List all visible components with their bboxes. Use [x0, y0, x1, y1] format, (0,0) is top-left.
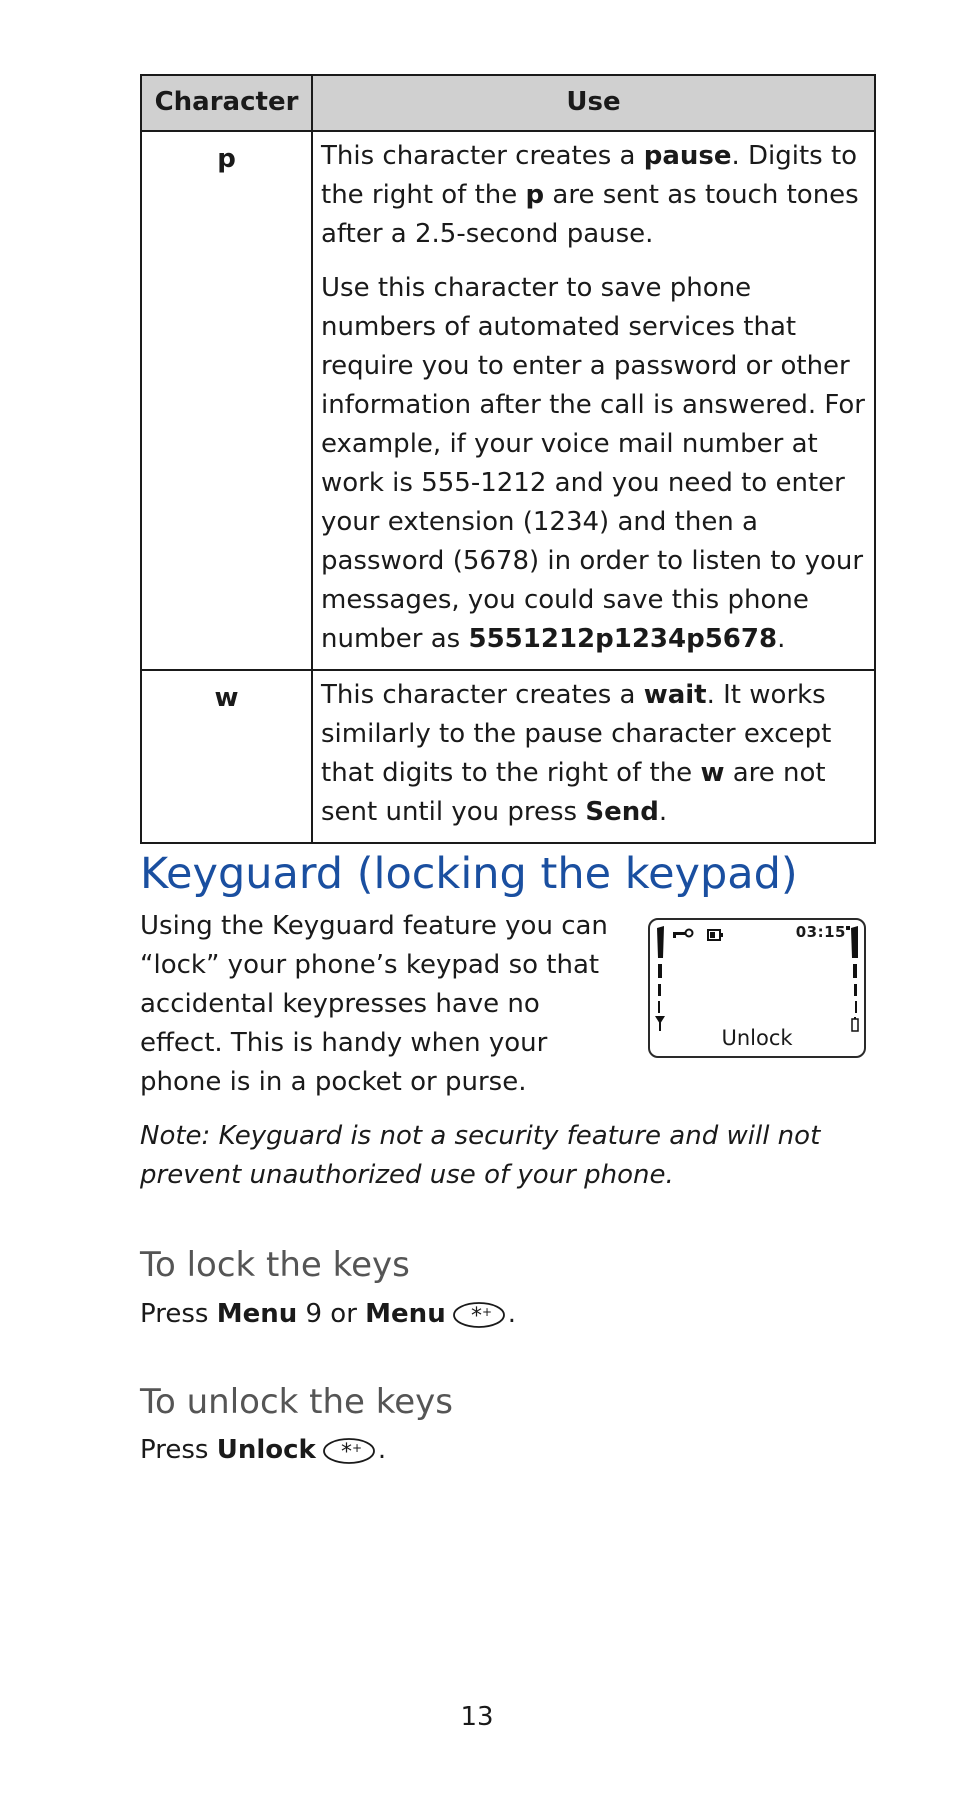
table-row — [141, 131, 875, 670]
page-number: 13 — [460, 1702, 494, 1732]
key-icon — [673, 930, 693, 939]
star-key-icon — [452, 1300, 506, 1330]
svg-text:+: + — [481, 1304, 492, 1319]
lock-keys-heading: To lock the keys — [140, 1245, 410, 1285]
use-paragraph — [321, 676, 866, 832]
svg-text:*: * — [340, 1439, 352, 1465]
text-span: . — [377, 1435, 387, 1465]
use-paragraph — [321, 269, 866, 659]
text-span: This character creates a — [321, 141, 644, 171]
use-paragraph — [321, 137, 866, 254]
text-span: . Digits to the right of the — [321, 141, 858, 210]
character-cell: p — [141, 131, 312, 670]
battery-icon — [708, 930, 723, 940]
bold-term: wait — [643, 680, 707, 710]
phone-display-illustration — [648, 918, 866, 1058]
character-cell: w — [141, 670, 312, 843]
clock-readout: 03:15 — [795, 923, 846, 941]
header-use: Use — [312, 75, 875, 131]
star-key-icon — [322, 1436, 376, 1466]
text-span: 9 or — [297, 1299, 366, 1329]
note-paragraph: Note: Keyguard is not a security feature and will not prevent unauthorized use of your phone. — [140, 1121, 821, 1190]
character-table — [140, 74, 876, 844]
text-span: . It works similarly to the pause character except that digits to the right of the — [321, 680, 832, 788]
bold-term: pause — [643, 141, 732, 171]
use-cell — [312, 670, 875, 843]
section-title: Keyguard (locking the keypad) — [140, 849, 798, 899]
signal-bar-icon — [657, 926, 664, 1013]
intro-paragraph: Using the Keyguard feature you can “lock” your phone’s keypad so that accidental keypresses have no effect. This is handy when your phone is in a pocket or purse. — [140, 911, 608, 1097]
text-span: are not sent until you press — [321, 758, 826, 827]
header-character: Character — [141, 75, 312, 131]
svg-text:+: + — [351, 1440, 362, 1455]
unlock-keys-instruction — [140, 1431, 386, 1470]
indicator-dot-icon — [846, 926, 850, 930]
bold-term: w — [700, 758, 725, 788]
bold-term: Send — [585, 797, 659, 827]
text-span: are sent as touch tones after a 2.5-second pause. — [321, 180, 859, 249]
svg-text:*: * — [470, 1303, 482, 1329]
bold-term: Menu — [216, 1299, 298, 1329]
lock-keys-instruction — [140, 1295, 516, 1334]
text-span: Press — [140, 1299, 217, 1329]
unlock-keys-heading: To unlock the keys — [140, 1382, 453, 1422]
bold-term: Unlock — [216, 1435, 316, 1465]
text-span: Press — [140, 1435, 217, 1465]
use-cell — [312, 131, 875, 670]
bold-term: p — [525, 180, 545, 210]
text-span: . — [507, 1299, 516, 1329]
text-span: Use this character to save phone numbers of automated services that require you to enter a password or other information after the call is answered. For example, if your voice mail number at work is 555-1212 and you need to enter your extension (1234) and then a password (5678) in order to listen to your messages, you could save this phone number as — [321, 273, 865, 654]
text-span: This character creates a — [321, 680, 644, 710]
text-span: . — [658, 797, 668, 827]
battery-bar-icon — [851, 926, 858, 1013]
bold-term: Menu — [365, 1299, 446, 1329]
softkey-label: Unlock — [721, 1026, 793, 1050]
table-header-row — [141, 75, 875, 131]
text-span: . — [777, 624, 786, 654]
table-row — [141, 670, 875, 843]
bold-term: 5551212p1234p5678 — [468, 624, 778, 654]
